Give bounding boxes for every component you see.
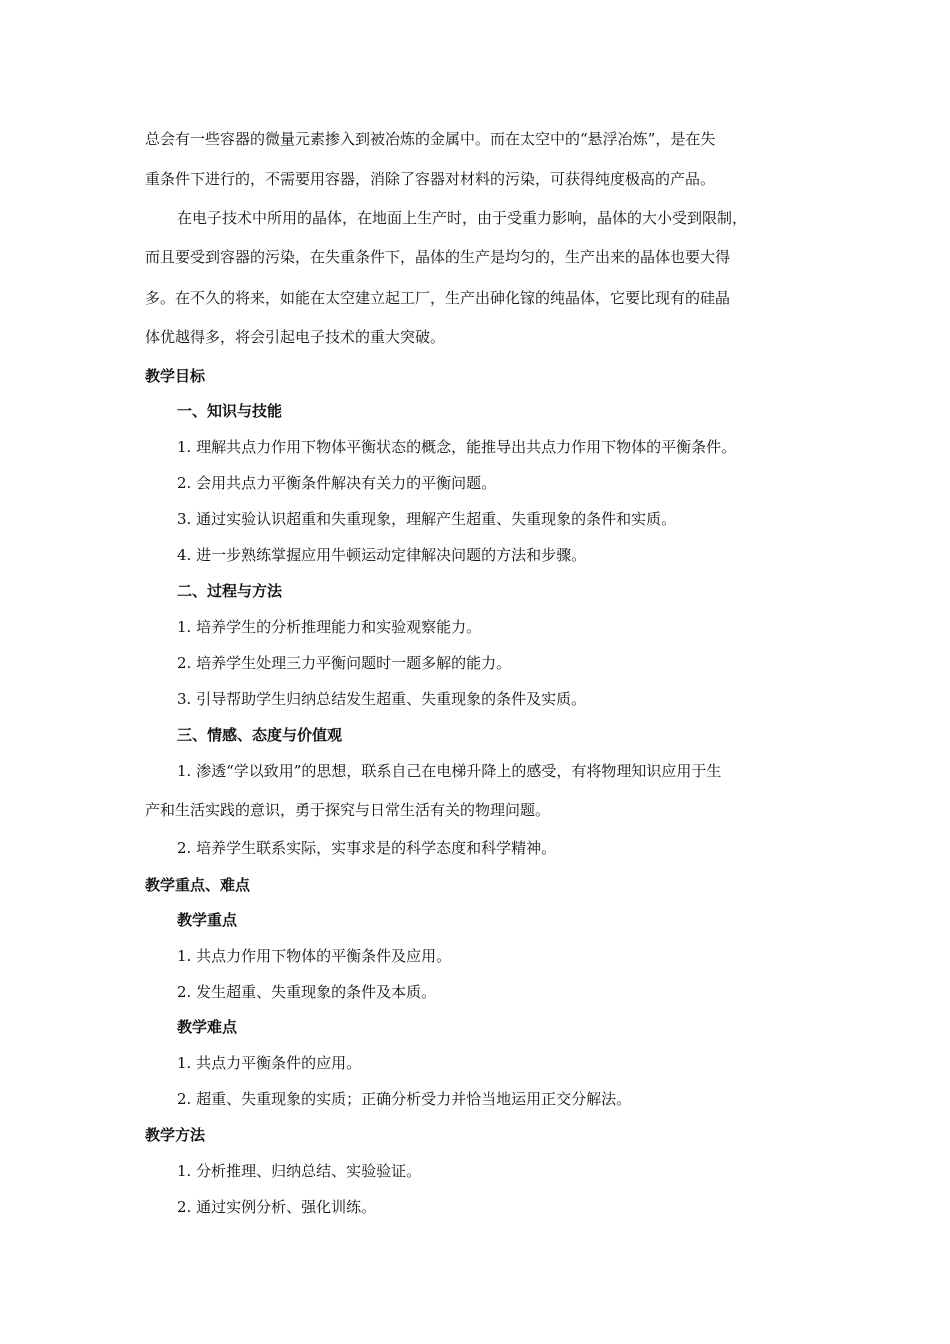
list-item: 2. 培养学生处理三力平衡问题时一题多解的能力。: [177, 654, 512, 672]
section-heading-methods: 教学方法: [145, 1126, 206, 1144]
list-item: 2. 培养学生联系实际，实事求是的科学态度和科学精神。: [177, 839, 557, 857]
subheading-focus: 教学重点: [177, 911, 238, 929]
list-item: 1. 渗透“学以致用”的思想，联系自己在电梯升降上的感受，有将物理知识应用于生: [177, 762, 722, 780]
subheading-difficulty: 教学难点: [177, 1018, 238, 1036]
section-heading-objectives: 教学目标: [145, 367, 206, 385]
intro-paragraph-1-line-1: 总会有一些容器的微量元素掺入到被冶炼的金属中。而在太空中的“悬浮冶炼”，是在失: [145, 130, 716, 148]
list-item: 2. 超重、失重现象的实质；正确分析受力并恰当地运用正交分解法。: [177, 1090, 632, 1108]
list-item: 1. 培养学生的分析推理能力和实验观察能力。: [177, 618, 482, 636]
list-item: 3. 通过实验认识超重和失重现象，理解产生超重、失重现象的条件和实质。: [177, 510, 677, 528]
list-item: 2. 通过实例分析、强化训练。: [177, 1198, 377, 1216]
list-item: 4. 进一步熟练掌握应用牛顿运动定律解决问题的方法和步骤。: [177, 546, 587, 564]
intro-paragraph-1-line-2: 重条件下进行的，不需要用容器，消除了容器对材料的污染，可获得纯度极高的产品。: [145, 170, 716, 188]
list-item: 2. 发生超重、失重现象的条件及本质。: [177, 983, 437, 1001]
list-item: 1. 共点力作用下物体的平衡条件及应用。: [177, 947, 452, 965]
subheading-knowledge: 一、知识与技能: [177, 402, 283, 420]
subheading-process: 二、过程与方法: [177, 582, 283, 600]
intro-paragraph-2-line-1: 在电子技术中所用的晶体，在地面上生产时，由于受重力影响，晶体的大小受到限制，: [177, 209, 748, 227]
intro-paragraph-2-line-2: 而且要受到容器的污染，在失重条件下，晶体的生产是均匀的，生产出来的晶体也要大得: [145, 248, 731, 266]
intro-paragraph-2-line-4: 体优越得多，将会引起电子技术的重大突破。: [145, 328, 446, 346]
subheading-attitude: 三、情感、态度与价值观: [177, 726, 343, 744]
list-item: 1. 共点力平衡条件的应用。: [177, 1054, 362, 1072]
list-item: 2. 会用共点力平衡条件解决有关力的平衡问题。: [177, 474, 497, 492]
intro-paragraph-2-line-3: 多。在不久的将来，如能在太空建立起工厂，生产出砷化镓的纯晶体，它要比现有的硅晶: [145, 289, 731, 307]
list-item: 3. 引导帮助学生归纳总结发生超重、失重现象的条件及实质。: [177, 690, 587, 708]
list-item: 1. 理解共点力作用下物体平衡状态的概念，能推导出共点力作用下物体的平衡条件。: [177, 438, 737, 456]
section-heading-key-points: 教学重点、难点: [145, 876, 251, 894]
list-item-continuation: 产和生活实践的意识，勇于探究与日常生活有关的物理问题。: [145, 801, 551, 819]
list-item: 1. 分析推理、归纳总结、实验验证。: [177, 1162, 422, 1180]
